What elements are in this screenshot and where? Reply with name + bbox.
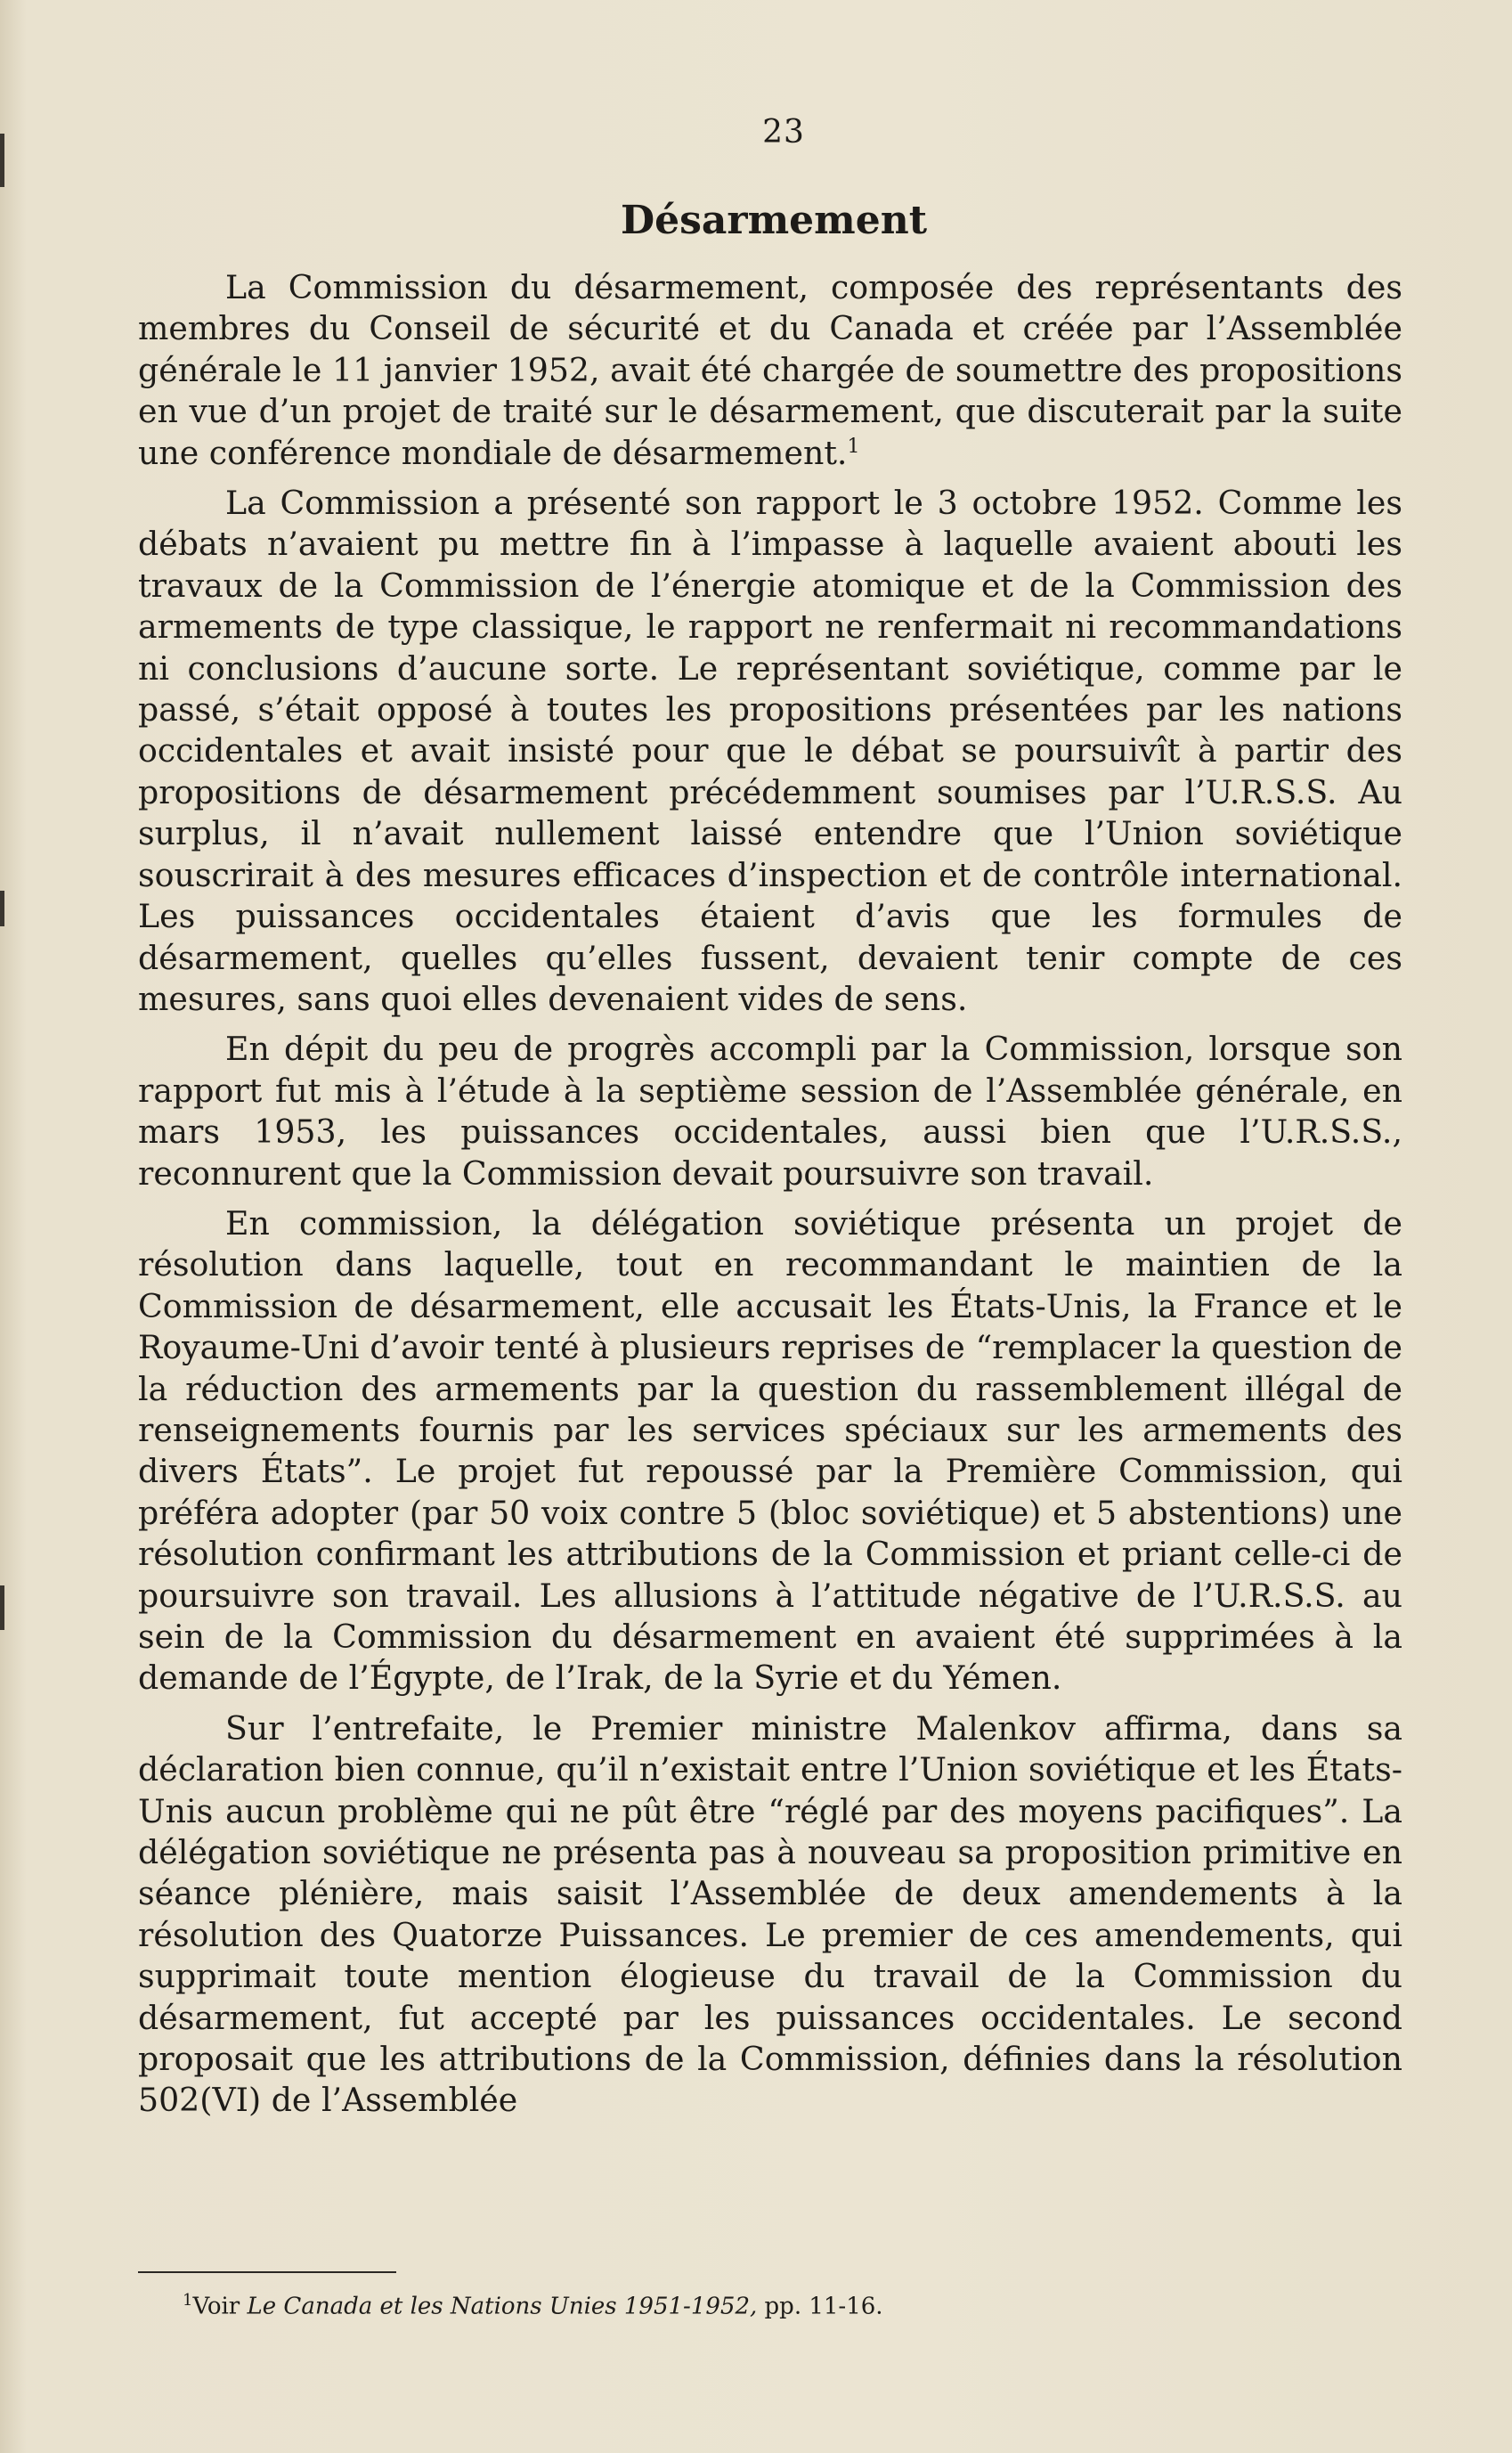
paragraph: [138, 1029, 1402, 1194]
footnote-separator: [138, 2271, 396, 2273]
paragraph: [138, 1203, 1402, 1699]
page-edge-mark: [0, 1585, 4, 1630]
paragraph: [138, 1708, 1402, 2122]
footnote-marker: 1: [183, 2291, 193, 2310]
paragraph-text: En commission, la délégation soviétique présenta un projet de résolution dans laquelle, tout en recommandant le maintien de la Commission de désarmement, elle accusait les États-Unis, la France et le Royaume-Uni d’avoir tenté à plusieurs reprises de “remplacer la question de la réduction des armements par la question du rassemblement illégal de renseignements fournis par les services spéciaux sur les armements des divers États”. Le projet fut repoussé par la Première Commission, qui préféra adopter (par 50 voix contre 5 (bloc soviétique) et 5 abstentions) une résolution confirmant les attributions de la Commission et priant celle-ci de poursuivre son travail. Les allusions à l’attitude négative de l’U.R.S.S. au sein de la Commission du désarmement en avaient été supprimées à la demande de l’Égypte, de l’Irak, de la Syrie et du Yémen.: [138, 1203, 1402, 1698]
page-title: Désarmement: [620, 198, 928, 243]
page-edge-mark: [0, 891, 4, 926]
paragraph-text: En dépit du peu de progrès accompli par la Commission, lorsque son rapport fut mis à l’étude à la septième session de l’Assemblée générale, en mars 1953, les puissances occidentales, aussi bien que l’U.R.S.S., reconnurent que la Commission devait poursuivre son travail.: [138, 1030, 1402, 1193]
page-number: 23: [762, 114, 805, 151]
footnote-reference[interactable]: 1: [847, 435, 860, 458]
footnote-suffix: pp. 11-16.: [757, 2293, 883, 2320]
footnote: [183, 2286, 1340, 2322]
paragraph-text: Sur l’entrefaite, le Premier ministre Malenkov affirma, dans sa déclaration bien connue, qu’il n’existait entre l’Union soviétique et les États-Unis aucun problème qui ne pût être “réglé par des moyens pacifiques”. La délégation soviétique ne présenta pas à nouveau sa proposition primitive en séance plénière, mais saisit l’Assemblée de deux amendements à la résolution des Quatorze Puissances. Le premier de ces amendements, qui supprimait toute mention élogieuse du travail de la Commission du désarmement, fut accepté par les puissances occidentales. Le second proposait que les attributions de la Commission, définies dans la résolution 502(VI) de l’Assemblée: [138, 1708, 1402, 2120]
paragraph-text: La Commission du désarmement, composée des représentants des membres du Conseil de sécurité et du Canada et créée par l’Assemblée générale le 11 janvier 1952, avait été chargée de soumettre des propositions en vue d’un projet de traité sur le désarmement, que discuterait par la suite une conférence mondiale de désarmement.: [138, 268, 1402, 472]
paragraph: [138, 483, 1402, 1020]
paragraph: [138, 267, 1402, 474]
footnote-prefix: Voir: [192, 2293, 248, 2320]
body-text: [138, 267, 1402, 2122]
paragraph-text: La Commission a présenté son rapport le 3 octobre 1952. Comme les débats n’avaient pu mettre fin à l’impasse à laquelle avaient abouti les travaux de la Commission de l’énergie atomique et de la Commission des armements de type classique, le rapport ne renfermait ni recommandations ni conclusions d’aucune sorte. Le représentant soviétique, comme par le passé, s’était opposé à toutes les propositions présentées par les nations occidentales et avait insisté pour que le débat se poursuivît à partir des propositions de désarmement précédemment soumises par l’U.R.S.S. Au surplus, il n’avait nullement laissé entendre que l’Union soviétique souscrirait à des mesures efficaces d’inspection et de contrôle international. Les puissances occidentales étaient d’avis que les formules de désarmement, quelles qu’elles fussent, devaient tenir compte de ces mesures, sans quoi elles devenaient vides de sens.: [138, 484, 1402, 1018]
footnote-title: Le Canada et les Nations Unies 1951-1952,: [247, 2293, 758, 2320]
